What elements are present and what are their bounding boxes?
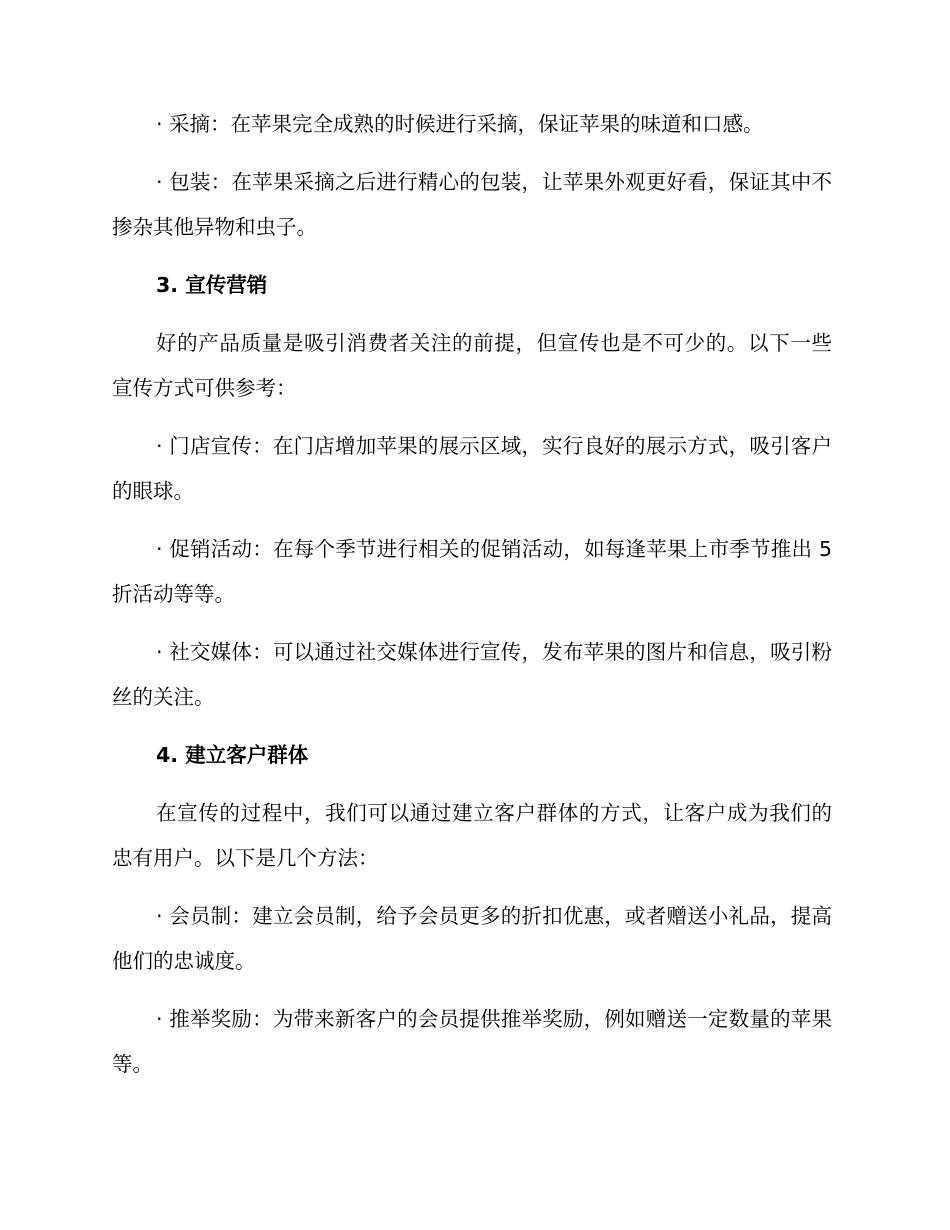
- bullet-membership: · 会员制：建立会员制，给予会员更多的折扣优惠，或者赠送小礼品，提高他们的忠诚度。: [112, 904, 832, 973]
- bullet-referral-reward: · 推举奖励：为带来新客户的会员提供推举奖励，例如赠送一定数量的苹果等。: [112, 1007, 832, 1076]
- bullet-sales-activities: · 促销活动：在每个季节进行相关的促销活动，如每逢苹果上市季节推出 5 折活动等等。: [112, 537, 832, 606]
- bullet-harvesting: · 采摘：在苹果完全成熟的时候进行采摘，保证苹果的味道和口感。: [156, 112, 764, 136]
- section-heading-customer-group: 4. 建立客户群体: [156, 743, 309, 767]
- bullet-social-media: · 社交媒体：可以通过社交媒体进行宣传，发布苹果的图片和信息，吸引粉丝的关注。: [112, 640, 832, 709]
- document-page: [112, 102, 832, 1100]
- bullet-packaging: · 包装：在苹果采摘之后进行精心的包装，让苹果外观更好看，保证其中不掺杂其他异物和虫子。: [112, 170, 832, 239]
- paragraph-marketing-intro: 好的产品质量是吸引消费者关注的前提，但宣传也是不可少的。以下一些宣传方式可供参考：: [112, 331, 832, 400]
- section-heading-marketing: 3. 宣传营销: [156, 273, 268, 297]
- paragraph-customer-intro: 在宣传的过程中，我们可以通过建立客户群体的方式，让客户成为我们的忠有用户。以下是几个方法：: [112, 801, 832, 870]
- bullet-store-promotion: · 门店宣传：在门店增加苹果的展示区域，实行良好的展示方式，吸引客户的眼球。: [112, 434, 832, 503]
